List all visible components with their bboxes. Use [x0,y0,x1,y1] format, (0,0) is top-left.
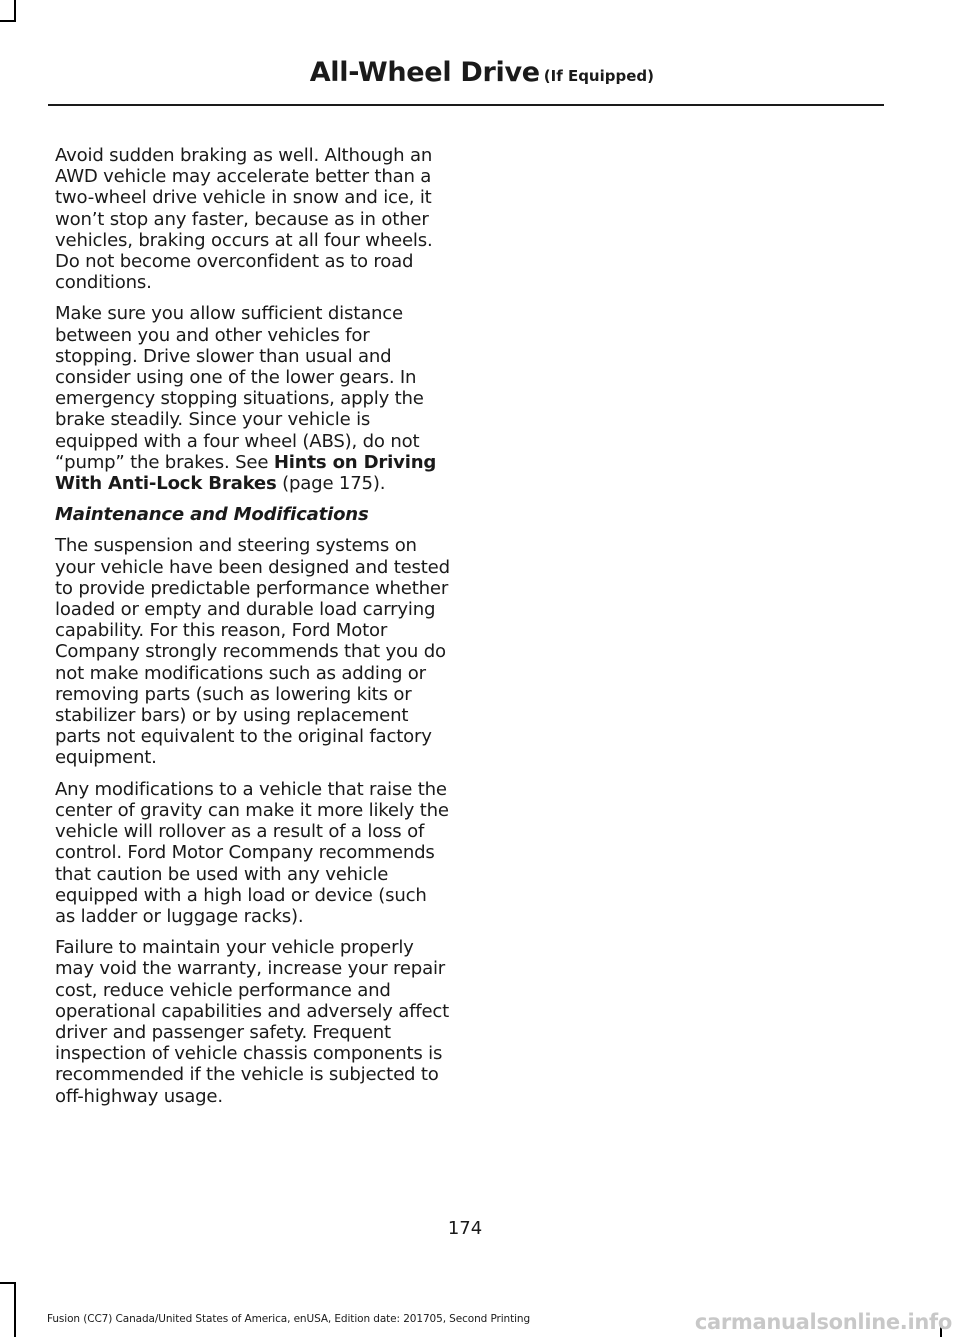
footer-edition-info: Fusion (CC7) Canada/United States of America, enUSA, Edition date: 201705, Second Printing [47,1313,531,1325]
page-number: 174 [447,1218,483,1239]
paragraph-stopping-distance [55,303,450,494]
crop-mark-top-left-horizontal [0,20,16,22]
crop-mark-top-left-vertical [14,0,16,22]
paragraph-suspension: The suspension and steering systems on your vehicle have been designed and tested to provide predictable performance whether loaded or empty and durable load carrying capability. For this reason, Ford Motor Company strongly recommends that you do not make modifications such as adding or removing parts (such as lowering kits or stabilizer bars) or by using replacement parts not equivalent to the original factory equipment. [55,535,450,769]
watermark: carmanualsonline.info [694,1310,952,1334]
paragraph-maintenance: Failure to maintain your vehicle properly may void the warranty, increase your repair cost, reduce vehicle performance and operational capabilities and adversely affect driver and passenger safety. Frequent inspection of vehicle chassis components is recommended if the vehicle is subjected to off-highway usage. [55,937,450,1107]
page-reference: (page 175). [276,473,386,495]
paragraph-stopping-text: Make sure you allow sufficient distance between you and other vehicles for stopping. Drive slower than usual and consider using one of the lower gears. In emergency stopping situations, apply the brake steadily. Since your vehicle is equipped with a four wheel (ABS), do not “pump” the brakes. See [55,303,424,473]
header-qualifier: (If Equipped) [543,67,654,85]
header-rule [48,104,884,106]
header-title: All-Wheel Drive [309,57,540,88]
running-header [310,56,654,93]
body-column [55,145,450,1117]
paragraph-modifications: Any modifications to a vehicle that raise the center of gravity can make it more likely the vehicle will rollover as a result of a loss of control. Ford Motor Company recommends that caution be used with any vehicle equipped with a high load or device (such as ladder or luggage racks). [55,778,449,927]
paragraph-braking: Avoid sudden braking as well. Although an AWD vehicle may accelerate better than a two-wheel drive vehicle in snow and ice, it won’t stop any faster, because as in other vehicles, braking occurs at all four wheels. Do not become overconfident as to road conditions. [55,145,433,294]
cross-reference-link[interactable]: Hints on Driving With Anti-Lock Brakes [55,451,437,495]
crop-mark-bottom-left-horizontal [0,1282,16,1284]
section-heading: Maintenance and Modifications [55,504,369,526]
crop-mark-bottom-left-vertical [14,1282,16,1337]
